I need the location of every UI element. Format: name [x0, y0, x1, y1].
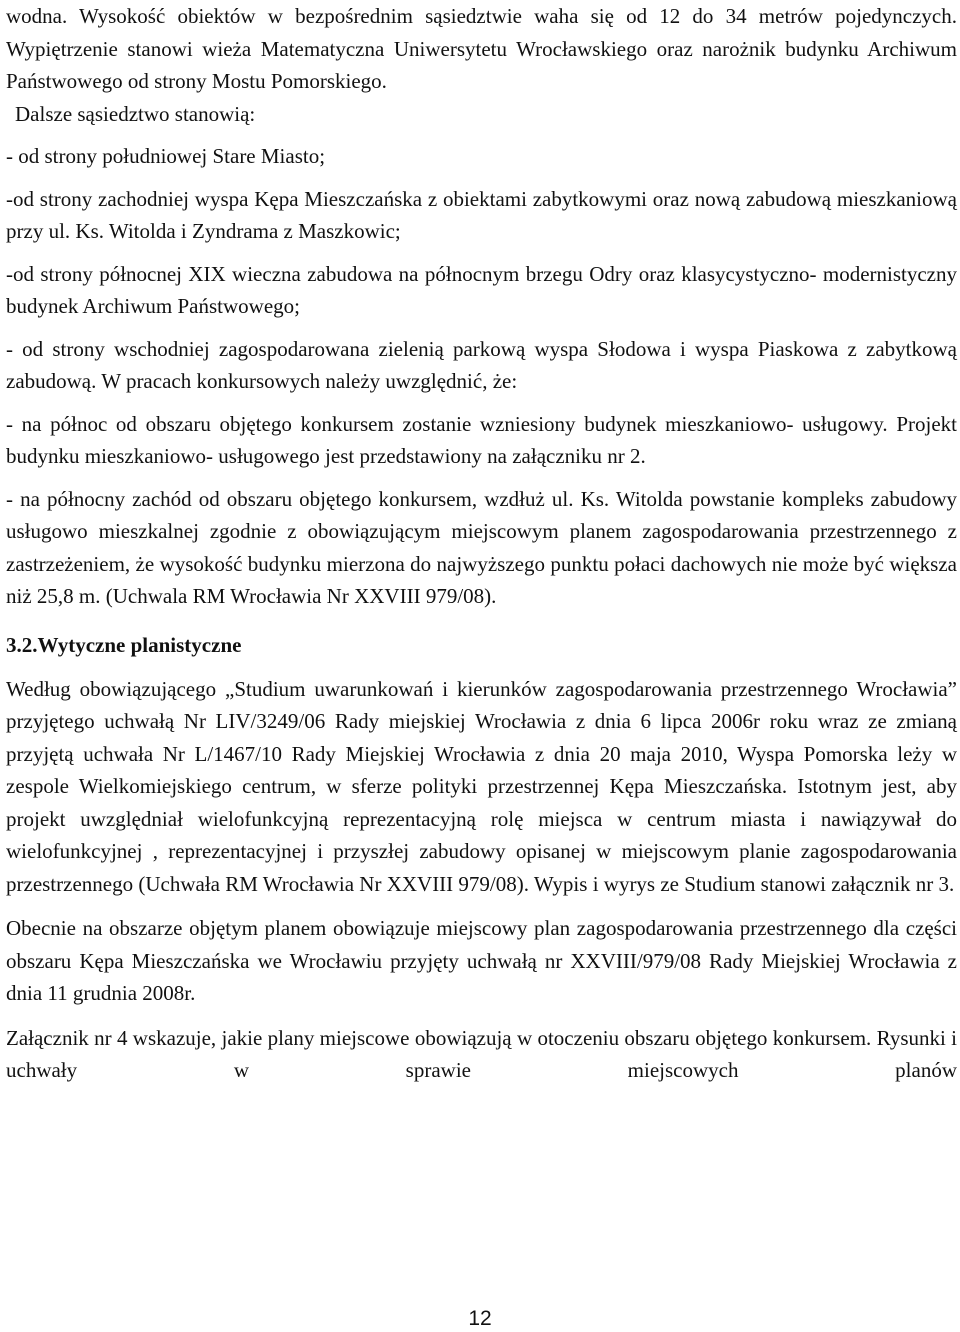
paragraph-local-plan: Obecnie na obszarze objętym planem obowiązuje miejscowy plan zagospodarowania przestrzennego dla części obszaru Kępa Mieszczańska we Wrocławiu przyjęty uchwałą nr XXVIII/979/08 Rady Miejskiej Wrocławia z dnia 11 grudnia 2008r. — [6, 916, 957, 1005]
list-item-east: - od strony wschodniej zagospodarowana zielenią parkową wyspa Słodowa i wyspa Piaskowa z zabytkową zabudową. W pracach konkursowych należy uwzględnić, że: — [6, 336, 957, 393]
list-item-west: -od strony zachodniej wyspa Kępa Mieszczańska z obiektami zabytkowymi oraz nową zabudową mieszkaniową przy ul. Ks. Witolda i Zyndrama z Maszkowic; — [6, 186, 957, 243]
list-item-northwest-complex: - na północny zachód od obszaru objętego konkursem, wzdłuż ul. Ks. Witolda powstanie kompleks zabudowy usługowo mieszkalnej zgodnie z obowiązującym miejscowym planem zagospodarowania przestrzennego z zastrzeżeniem, że wysokość budynku mierzona do najwyższego punktu połaci dachowych nie może być większa niż 25,8 m. (Uchwala RM Wrocławia Nr XXVIII 979/08). — [6, 486, 957, 608]
list-item-north: -od strony północnej XIX wieczna zabudowa na północnym brzegu Odry oraz klasycystyczno- modernistyczny budynek Archiwum Państwowego; — [6, 261, 957, 318]
paragraph-further-neighbourhood: Dalsze sąsiedztwo stanowią: — [15, 101, 256, 126]
document-page — [6, 0, 957, 1087]
list-item-north-building: - na północ od obszaru objętego konkursem zostanie wzniesiony budynek mieszkaniowo- usługowy. Projekt budynku mieszkaniowo- usługowego jest przedstawiony na załączniku nr 2. — [6, 411, 957, 468]
list-item-south: - od strony południowej Stare Miasto; — [6, 144, 326, 168]
section-heading: 3.2.Wytyczne planistyczne — [6, 632, 242, 657]
paragraph-study-guidelines: Według obowiązującego „Studium uwarunkowań i kierunków zagospodarowania przestrzennego Wrocławia” przyjętego uchwałą Nr LIV/3249/06 Rady miejskiej Wrocławia z dnia 6 lipca 2006r roku wraz ze zmianą przyjętą uchwała Nr L/1467/10 Rady Miejskiej Wrocławia z dnia 20 maja 2010, Wyspa Pomorska leży w zespole Wielkomiejskiego centrum, w sferze polityki przestrzennej Kępa Mieszczańska. Istotnym jest, aby projekt uwzględniał wielofunkcyjną reprezentacyjną rolę miejsca w centrum miasta i nawiązywał do wielofunkcyjnej , reprezentacyjnej i przyszłej zabudowy opisanej w miejscowym planie zagospodarowania przestrzennego (Uchwała RM Wrocławia Nr XXVIII 979/08). Wypis i wyrys ze Studium stanowi załącznik nr 3. — [6, 676, 957, 896]
paragraph-surroundings-height: wodna. Wysokość obiektów w bezpośrednim sąsiedztwie waha się od 12 do 34 metrów pojedynczych. Wypiętrzenie stanowi wieża Matematyczna Uniwersytetu Wrocławskiego oraz narożnik budynku Archiwum Państwowego od strony Mostu Pomorskiego. — [6, 4, 957, 93]
paragraph-attachment-4: Załącznik nr 4 wskazuje, jakie plany miejscowe obowiązują w otoczeniu obszaru objętego konkursem. Rysunki i uchwały w sprawie miejscowych planów — [6, 1025, 957, 1082]
page-number: 12 — [468, 1307, 492, 1330]
